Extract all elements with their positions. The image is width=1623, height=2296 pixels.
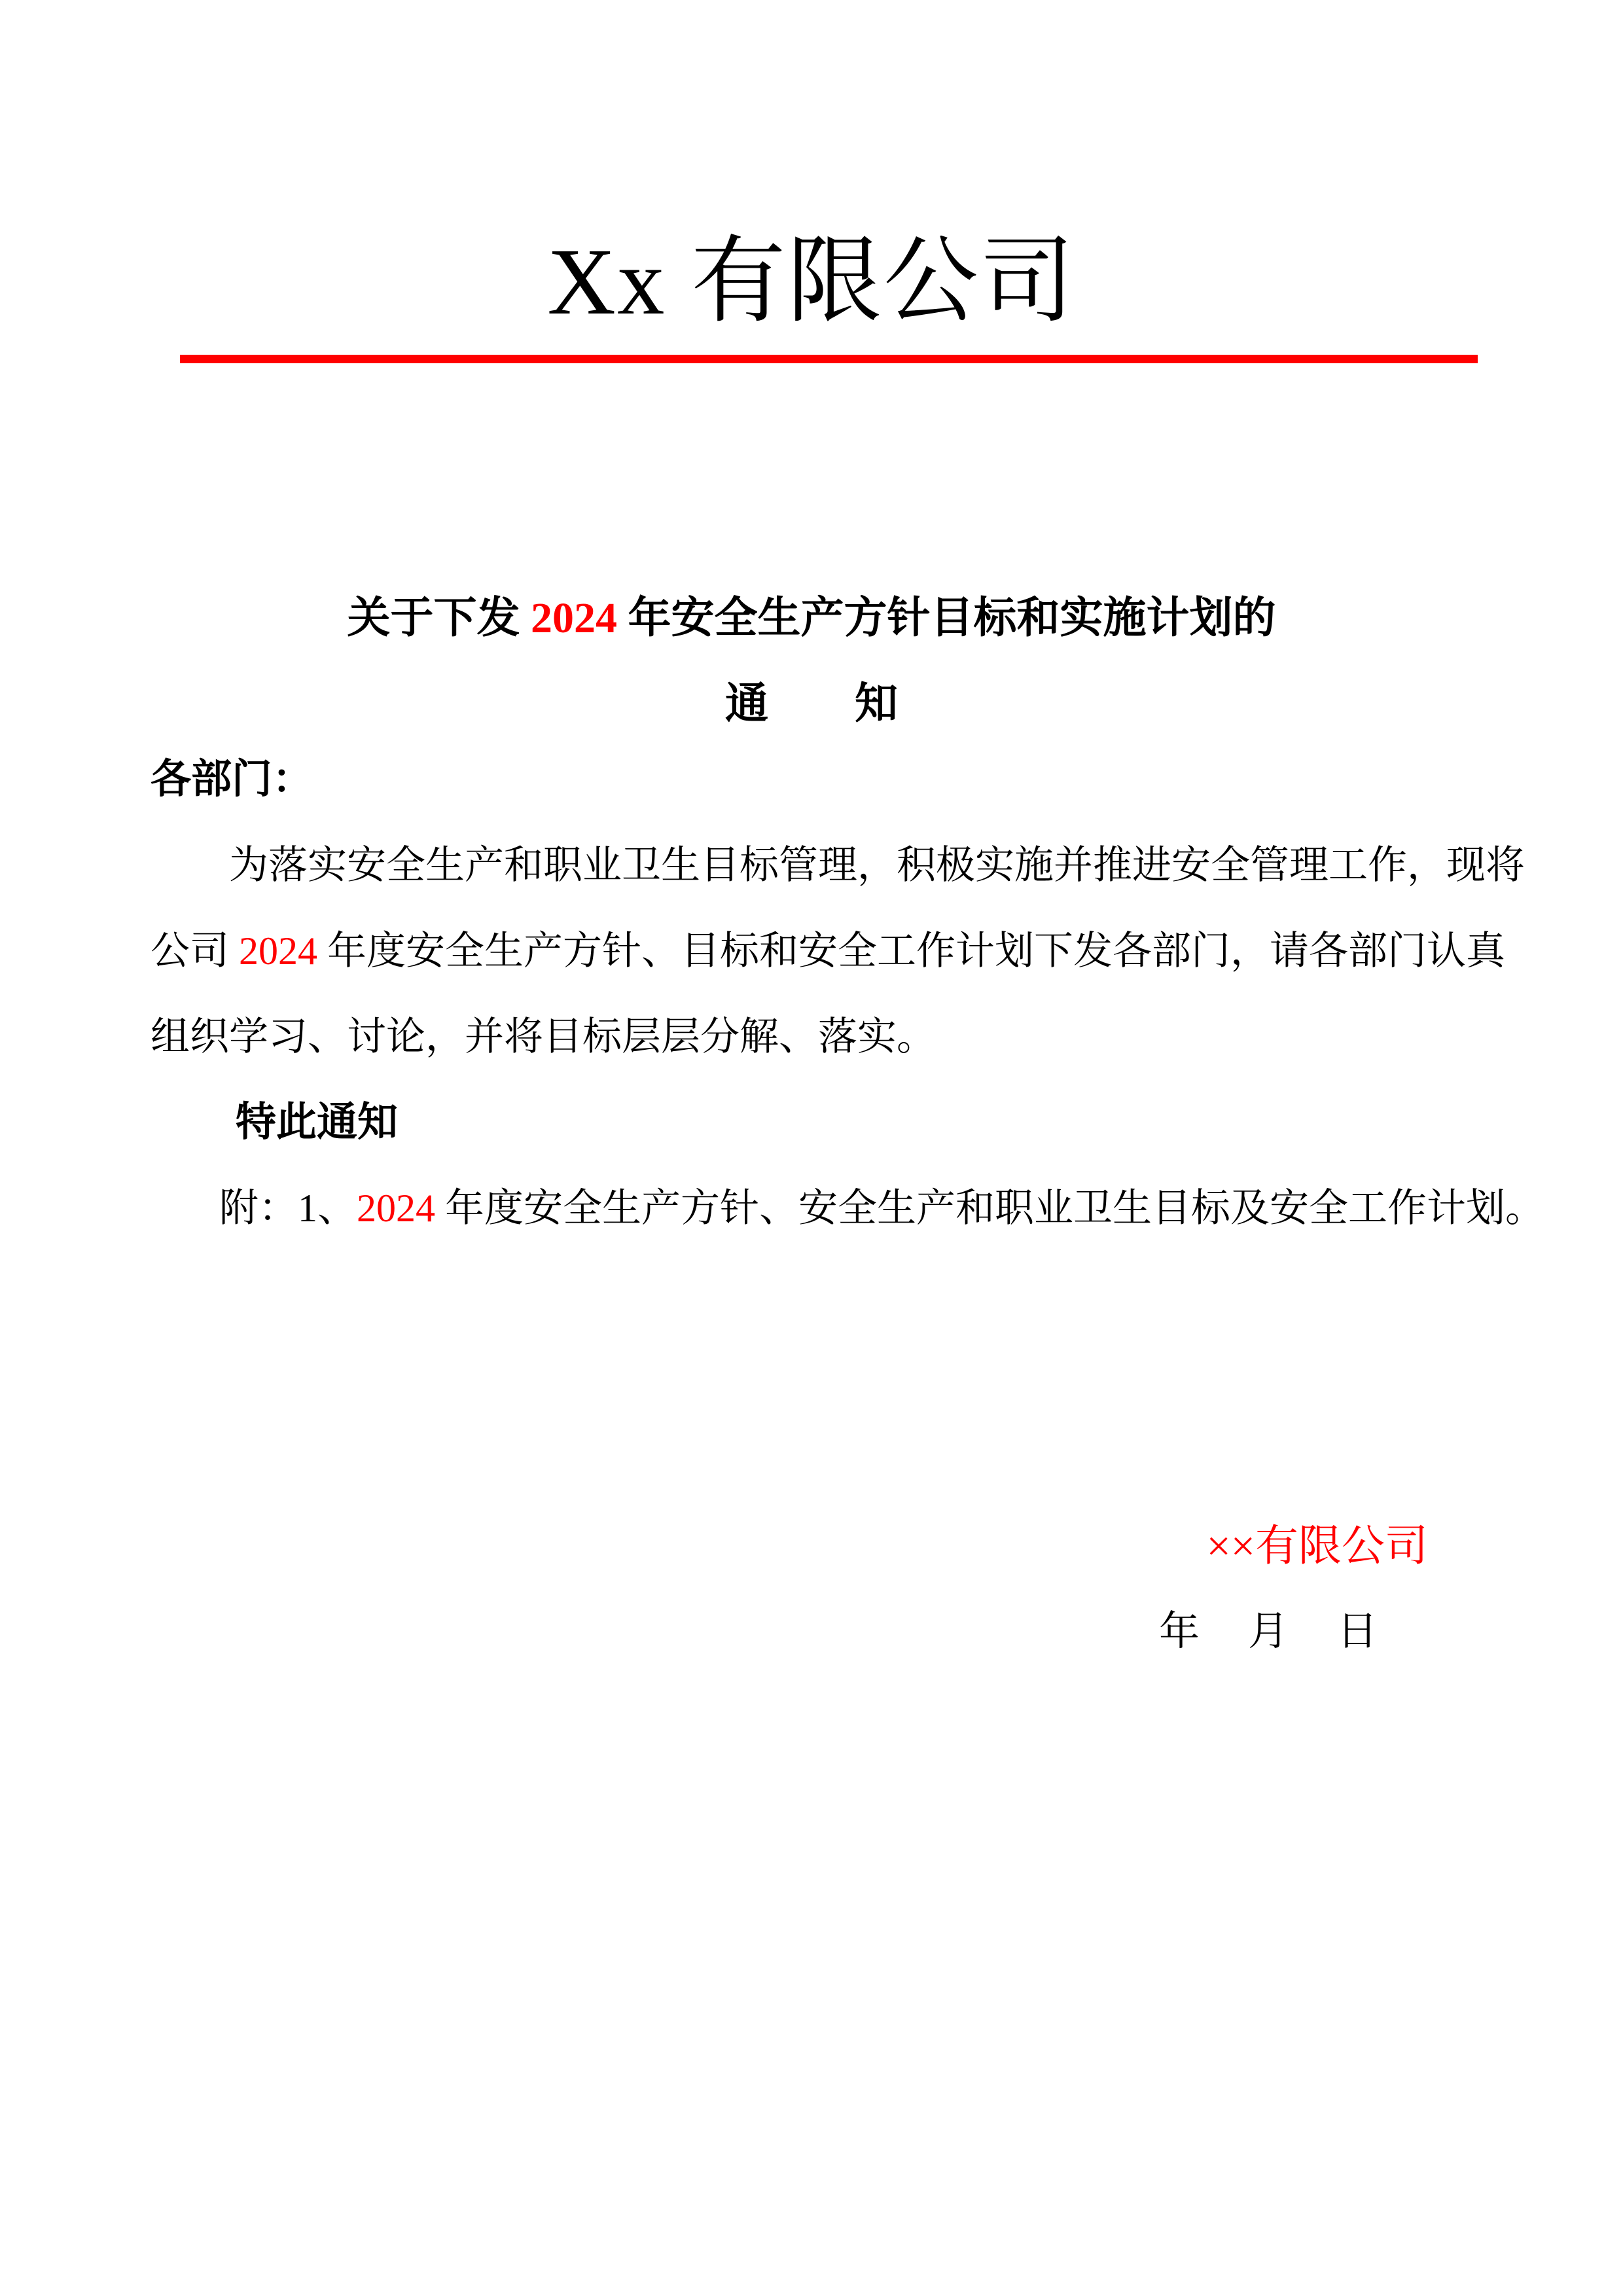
company-letterhead-title: Xx 有限公司	[547, 230, 1076, 335]
notice-body-block	[151, 737, 1544, 1251]
body-line-1: 为落实安全生产和职业卫生目标管理，积极实施并推进安全管理工作，现将	[229, 844, 1525, 887]
body-line-2-pre: 公司	[151, 929, 239, 973]
notice-subject-year: 2024	[531, 594, 617, 642]
signature-company-name: ××有限公司	[1206, 1522, 1428, 1570]
attachment-year: 2024	[357, 1187, 435, 1230]
attachment-prefix: 附：1、	[219, 1187, 357, 1230]
signature-date-line: 年 月 日	[1158, 1609, 1382, 1654]
notice-subject-prefix: 关于下发	[347, 594, 531, 642]
body-line-2-post: 年度安全生产方针、目标和安全工作计划下发各部门，请各部门认真	[317, 929, 1505, 973]
salutation-line: 各部门：	[151, 757, 313, 802]
closing-line: 特此通知	[236, 1100, 399, 1145]
body-line-2-year: 2024	[239, 929, 317, 973]
letterhead-divider-rule	[180, 355, 1478, 363]
body-line-3: 组织学习、讨论，并将目标层层分解、落实。	[151, 1015, 936, 1058]
notice-subject-suffix: 年安全生产方针目标和实施计划的	[617, 594, 1276, 642]
attachment-line	[151, 1166, 1544, 1251]
notice-title: 通 知	[725, 679, 898, 728]
attachment-suffix: 年度安全生产方针、安全生产和职业卫生目标及安全工作计划。	[435, 1187, 1544, 1230]
body-line-2	[151, 908, 1508, 994]
notice-subject-line	[0, 575, 1623, 661]
